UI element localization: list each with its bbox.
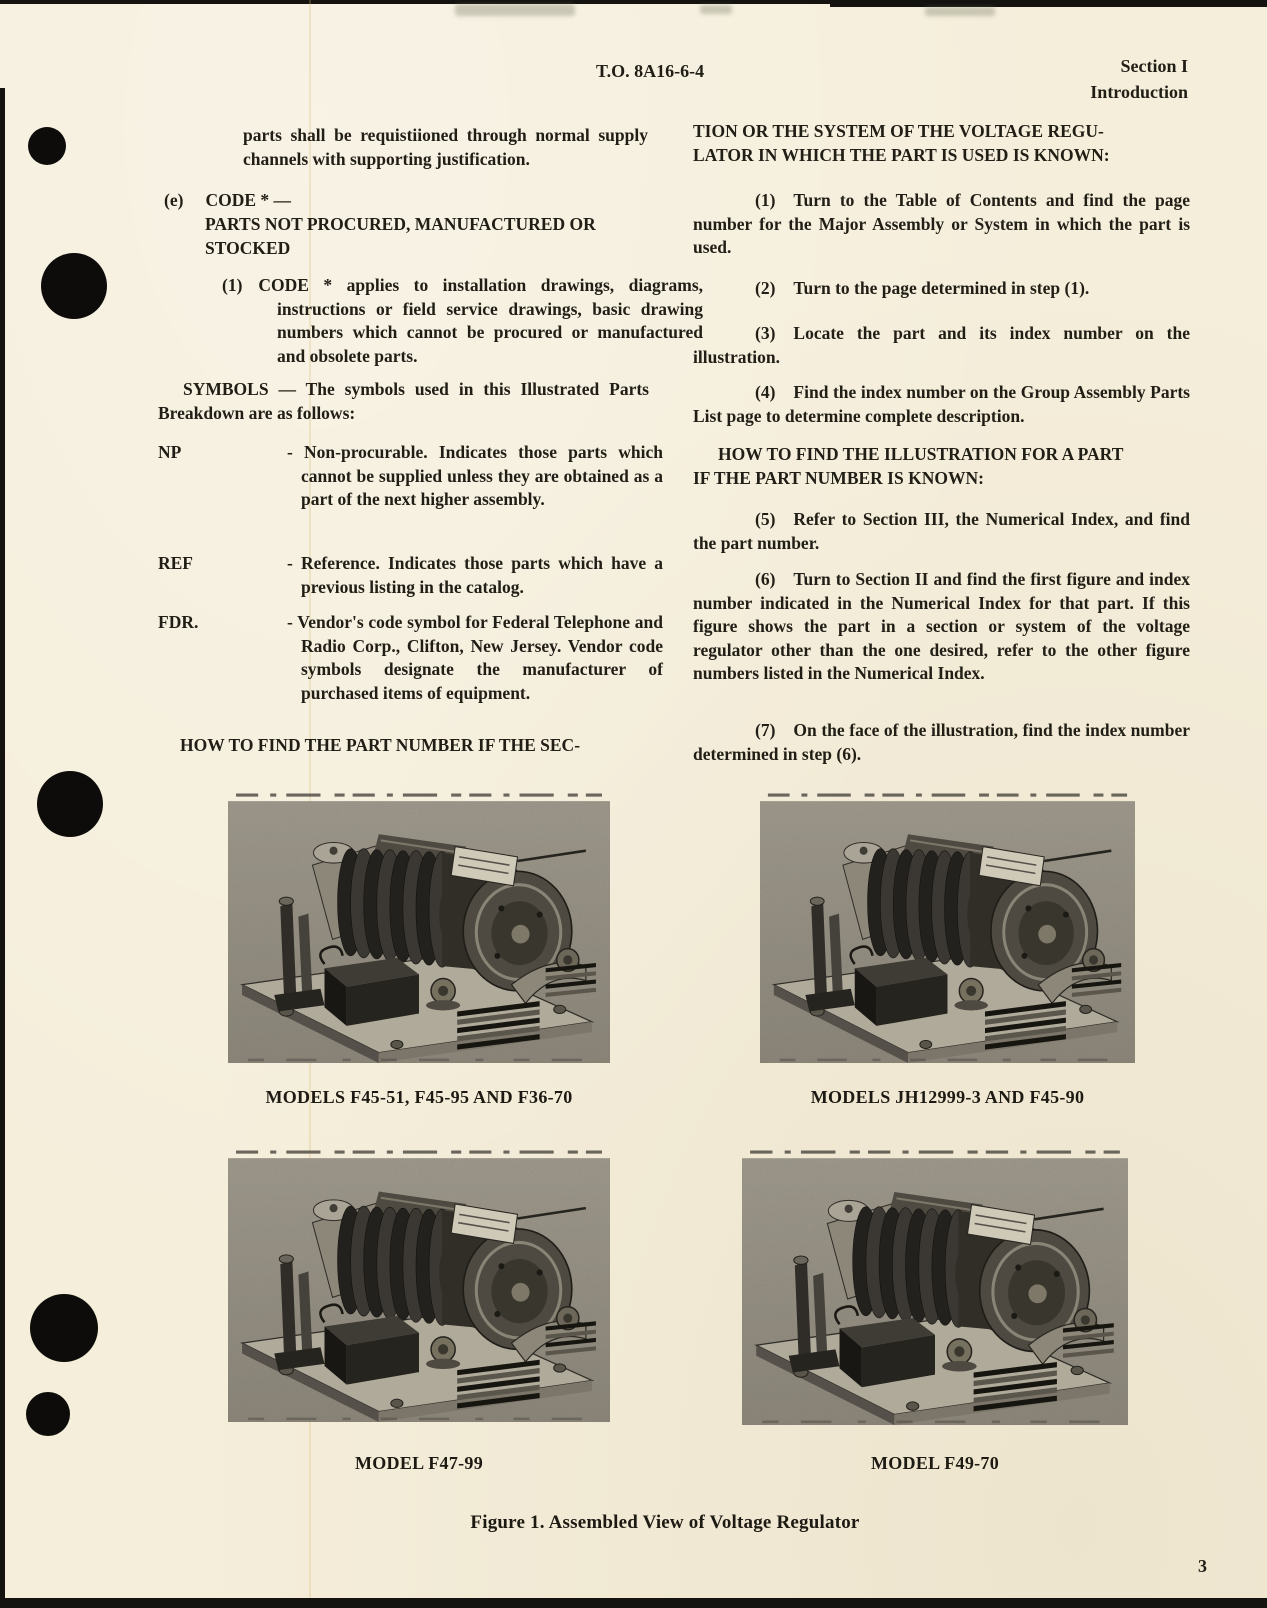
subsection-label: Introduction xyxy=(1090,82,1188,102)
punch-hole-mark xyxy=(30,1294,98,1362)
punch-hole-mark xyxy=(41,253,107,319)
item-text: CODE * applies to installation drawings, diagrams, instructions or field service drawings, basic drawing numbers which cannot be procured or manufactured and obsolete parts. xyxy=(258,275,703,366)
scan-smudge xyxy=(700,5,732,14)
step-number: (6) xyxy=(755,569,776,589)
punch-hole-mark xyxy=(26,1392,70,1436)
scan-smudge xyxy=(455,4,575,16)
code-e-label: (e) xyxy=(164,190,184,210)
heading-line: HOW TO FIND THE ILLUSTRATION FOR A PART xyxy=(718,444,1124,464)
page-header-to-number: T.O. 8A16-6-4 xyxy=(596,61,705,81)
step-number: (5) xyxy=(755,509,776,529)
section-label: Section I xyxy=(1120,56,1188,76)
definition-term: REF xyxy=(158,553,193,573)
code-e-line: CODE * — xyxy=(205,190,291,210)
definition-text: - Reference. Indicates those parts which have a previous listing in the catalog. xyxy=(287,553,663,597)
photo-caption: MODEL F47-99 xyxy=(354,1453,484,1473)
step-item xyxy=(693,508,1190,555)
step-item xyxy=(693,277,1190,301)
step-text: Turn to the Table of Contents and find the page number for the Major Assembly or System in which the part is used. xyxy=(693,190,1190,257)
heading-line: LATOR IN WHICH THE PART IS USED IS KNOWN: xyxy=(693,144,1110,165)
scan-edge-bottom xyxy=(0,1598,1267,1608)
step-item xyxy=(693,381,1190,428)
code-e-item xyxy=(164,188,650,260)
heading-continuation xyxy=(693,120,1190,167)
scan-edge-left xyxy=(0,88,5,1608)
step-item xyxy=(693,322,1190,369)
punch-hole-mark xyxy=(37,771,103,837)
figure-photo-model-f47-99 xyxy=(228,1150,610,1422)
code-e-line: STOCKED xyxy=(205,238,291,258)
definition-term: FDR. xyxy=(158,612,199,632)
voltage-regulator-photo xyxy=(760,793,1135,1063)
step-number: (7) xyxy=(755,720,776,740)
punch-hole-mark xyxy=(28,127,66,165)
step-text: Find the index number on the Group Assembly Parts List page to determine complete description. xyxy=(693,382,1190,426)
scan-smudge xyxy=(925,7,995,16)
symbols-paragraph: SYMBOLS — The symbols used in this Illustrated Parts Breakdown are as follows: xyxy=(158,379,649,423)
code-e-line: PARTS NOT PROCURED, MANUFACTURED OR xyxy=(205,214,596,234)
photo-caption: MODELS F45-51, F45-95 AND F36-70 xyxy=(265,1087,573,1107)
scan-edge-top-right xyxy=(830,0,1267,7)
photo-caption: MODEL F49-70 xyxy=(870,1453,1000,1473)
step-text: Turn to Section II and find the first figure and index number indicated in the Numerical Index for that part. If this figure shows the part in a section or system of the voltage regulator other than the one desired, refer to the other figure numbers listed in the Numerical Index. xyxy=(693,569,1190,683)
step-number: (2) xyxy=(755,278,776,298)
voltage-regulator-photo xyxy=(228,1150,610,1422)
voltage-regulator-photo xyxy=(742,1150,1128,1425)
heading-how-to-find-part-number: HOW TO FIND THE PART NUMBER IF THE SEC- xyxy=(180,735,581,755)
item-number: (1) xyxy=(222,275,243,295)
heading-how-to-find-illustration xyxy=(693,443,1190,490)
definition-term: NP xyxy=(158,442,182,462)
step-item xyxy=(693,568,1190,686)
voltage-regulator-photo xyxy=(228,793,610,1063)
step-text: On the face of the illustration, find the index number determined in step (6). xyxy=(693,720,1190,764)
page-header-section-block xyxy=(1090,53,1188,105)
photo-caption: MODELS JH12999-3 AND F45-90 xyxy=(810,1087,1085,1107)
code-e-sub-item xyxy=(222,274,703,368)
figure-photo-models-jh12999 xyxy=(760,793,1135,1063)
step-number: (3) xyxy=(755,323,776,343)
definition-text: - Non-procurable. Indicates those parts which cannot be supplied unless they are obtained as a part of the next higher assembly. xyxy=(287,442,663,509)
figure-photo-models-f45-51 xyxy=(228,793,610,1063)
step-text: Locate the part and its index number on the illustration. xyxy=(693,323,1190,367)
figure-photo-model-f49-70 xyxy=(742,1150,1128,1425)
intro-paragraph: parts shall be requistiioned through normal supply channels with supporting justification. xyxy=(243,125,648,169)
heading-line: TION OR THE SYSTEM OF THE VOLTAGE REGU- xyxy=(693,121,1104,141)
step-item xyxy=(693,719,1190,766)
heading-line: IF THE PART NUMBER IS KNOWN: xyxy=(693,467,984,488)
step-text: Refer to Section III, the Numerical Index, and find the part number. xyxy=(693,509,1190,553)
step-text: Turn to the page determined in step (1). xyxy=(793,278,1090,298)
step-item xyxy=(693,189,1190,260)
figure-caption: Figure 1. Assembled View of Voltage Regulator xyxy=(470,1512,860,1533)
step-number: (4) xyxy=(755,382,776,402)
page-number: 3 xyxy=(1198,1556,1207,1576)
definition-text: - Vendor's code symbol for Federal Telephone and Radio Corp., Clifton, New Jersey. Vendor code symbols designate the manufacturer of purchased items of equipment. xyxy=(287,612,663,703)
step-number: (1) xyxy=(755,190,776,210)
